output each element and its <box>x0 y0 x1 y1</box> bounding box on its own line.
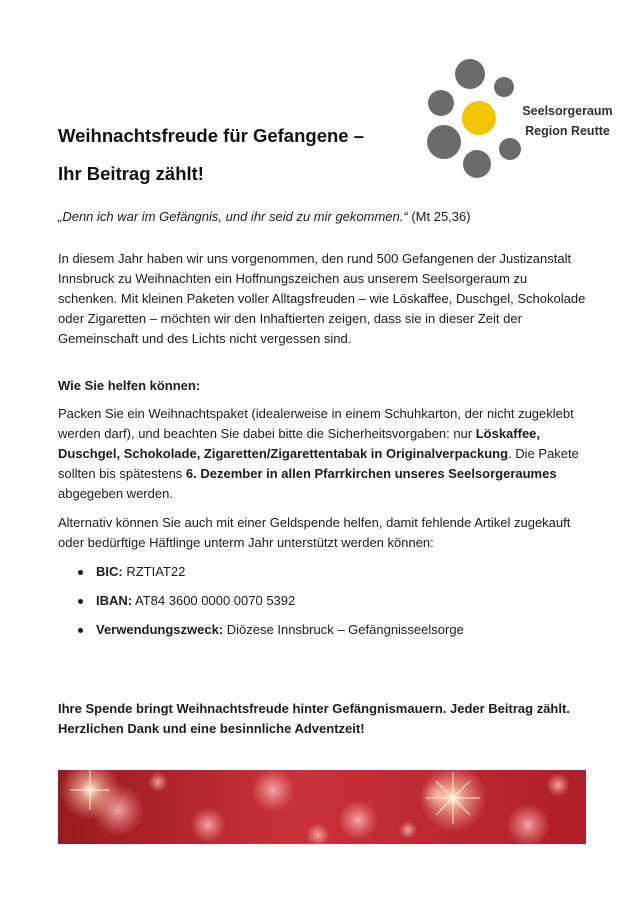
list-item <box>78 591 464 620</box>
bank-value: AT84 3600 0000 0070 5392 <box>135 593 296 608</box>
package-mid: . Die Pakete sollten bis spätestens <box>58 446 579 481</box>
closing-message: Ihre Spende bringt Weihnachtsfreude hinter Gefängnismauern. Jeder Beitrag zählt. Herzlichen Dank und eine besinnliche Adventzeit! <box>58 701 570 736</box>
logo-line-2: Region Reutte <box>525 124 610 138</box>
deadline: 6. Dezember in allen Pfarrkirchen unseres Seelsorgeraumes <box>185 466 557 481</box>
bank-label: IBAN: <box>96 593 133 608</box>
bank-value: RZTIAT22 <box>126 564 186 579</box>
bank-label: BIC: <box>96 564 123 579</box>
list-item <box>78 620 464 649</box>
quote-reference: (Mt 25,36) <box>411 209 471 224</box>
festive-bokeh-banner <box>58 770 586 844</box>
logo-wordmark <box>515 101 620 141</box>
bible-quote <box>58 207 588 227</box>
bank-details-list <box>78 562 464 649</box>
bank-value: Diözese Innsbruck – Gefängnisseelsorge <box>226 622 464 637</box>
bank-label: Verwendungszweck: <box>96 622 224 637</box>
title-line-1: Weihnachtsfreude für Gefangene – <box>58 125 364 146</box>
help-heading: Wie Sie helfen können: <box>58 378 201 393</box>
package-intro: Packen Sie ein Weihnachtspaket (idealerweise in einem Schuhkarton, der nicht zugeklebt werden darf), und beachten Sie dabei bitte die Sicherheitsvorgaben: nur <box>58 406 574 441</box>
logo-line-1: Seelsorgeraum <box>522 104 613 118</box>
package-paragraph <box>58 404 588 504</box>
list-item <box>78 562 464 591</box>
package-end: abgegeben werden. <box>58 486 173 501</box>
title-line-2: Ihr Beitrag zählt! <box>58 163 204 184</box>
quote-text: „Denn ich war im Gefängnis, und ihr seid zu mir gekommen.“ <box>58 209 408 224</box>
intro-paragraph: In diesem Jahr haben wir uns vorgenommen, den rund 500 Gefangenen der Justizanstalt Innsbruck zu Weihnachten ein Hoffnungszeichen aus unserem Seelsorgeraum zu schenken. Mit kleinen Paketen voller Alltagsfreuden – wie Löskaffee, Duschgel, Schokolade oder Zigaretten – möchten wir den Inhaftierten zeigen, dass sie in dieser Zeit der Gemeinschaft und des Lichts nicht vergessen sind. <box>58 251 586 346</box>
allowed-items: Löskaffee, Duschgel, Schokolade, Zigaretten/Zigarettentabak in Originalverpackung <box>58 426 541 461</box>
page-title <box>58 117 428 193</box>
donation-paragraph: Alternativ können Sie auch mit einer Geldspende helfen, damit fehlende Artikel zugekauft oder bedürftige Häftlinge unterm Jahr unterstützt werden können: <box>58 515 571 550</box>
